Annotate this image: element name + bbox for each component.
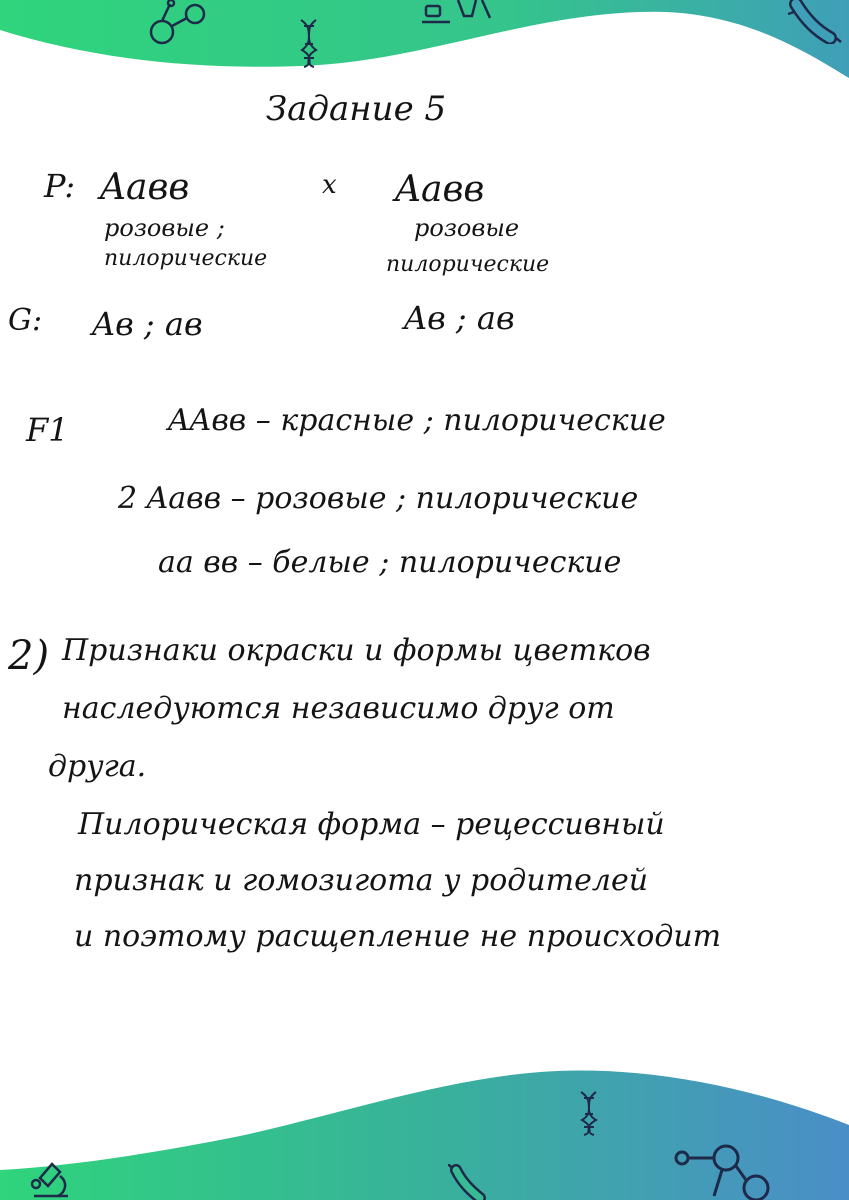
dna-icon xyxy=(576,1090,602,1136)
dna-icon xyxy=(296,18,322,68)
parents-label: P: xyxy=(44,167,76,205)
parent2-color-phenotype: розовые xyxy=(414,214,520,242)
molecule-icon xyxy=(672,1140,782,1200)
parent2-genotype: Aaвв xyxy=(395,169,485,210)
answer-line: признак и гомозигота у родителей xyxy=(74,863,649,898)
bacteria-icon xyxy=(448,1164,488,1200)
answer-line: Пилорическая форма – рецессивный xyxy=(78,807,665,842)
f1-offspring-row: AAвв – красные ; пилорические xyxy=(168,403,666,438)
parent2-gametes: Aв ; aв xyxy=(404,299,515,337)
microscope-icon xyxy=(24,1162,74,1200)
microscope-icon xyxy=(420,0,492,30)
f1-offspring-row: aa вв – белые ; пилорические xyxy=(158,545,622,580)
parent1-genotype: Aaвв xyxy=(100,167,190,208)
answer-line: Признаки окраски и формы цветков xyxy=(62,633,651,668)
cross-sign: x xyxy=(322,170,337,200)
parent1-shape-phenotype: пилорические xyxy=(104,246,268,271)
bacteria-icon xyxy=(786,0,842,44)
molecule-icon xyxy=(140,0,220,50)
answer-line: и поэтому расщепление не происходит xyxy=(74,919,722,954)
assignment-title: Задание 5 xyxy=(266,89,447,129)
answer-number: 2) xyxy=(8,633,50,679)
answer-line: наследуются независимо друг от xyxy=(62,691,615,726)
parent1-gametes: Aв ; aв xyxy=(92,305,203,343)
parent2-shape-phenotype: пилорические xyxy=(386,252,550,277)
answer-line: друга. xyxy=(48,749,147,784)
parent1-color-phenotype: розовые ; xyxy=(104,214,225,242)
gametes-label: G: xyxy=(8,303,43,338)
f1-offspring-row: 2 Aaвв – розовые ; пилорические xyxy=(118,481,639,516)
f1-label: F1 xyxy=(26,411,69,449)
